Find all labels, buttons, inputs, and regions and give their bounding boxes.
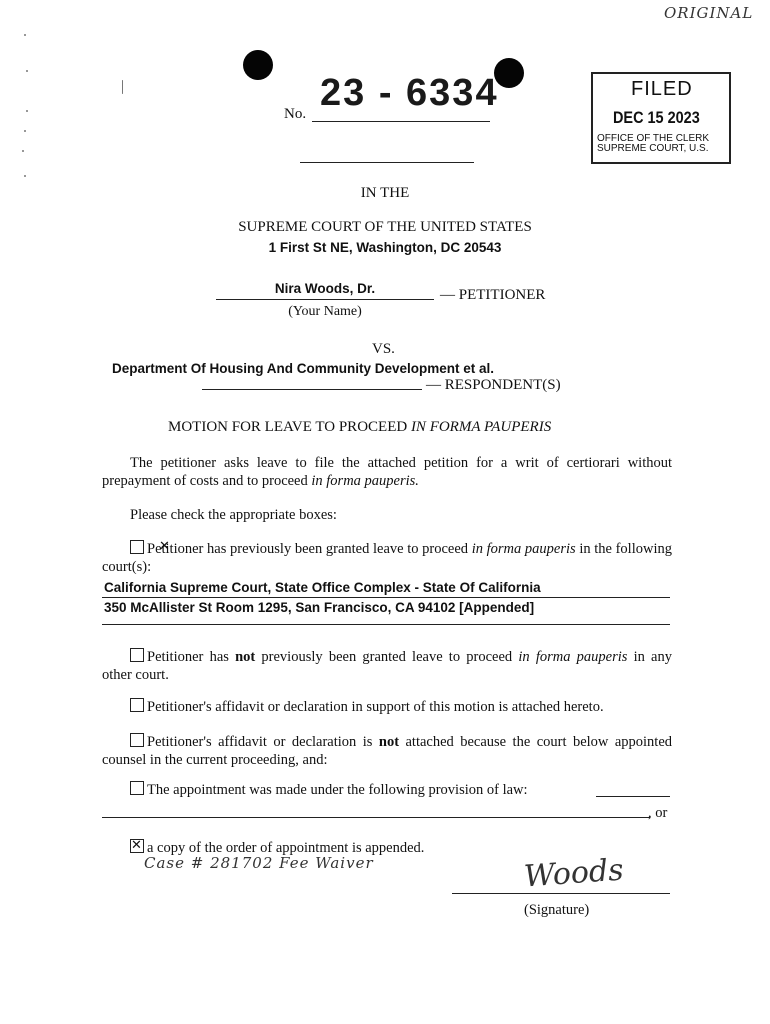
option1-text: Petitioner has previously been granted leave to proceed — [147, 541, 472, 557]
motion-title-text: MOTION FOR LEAVE TO PROCEED — [168, 419, 411, 435]
option5-text: The appointment was made under the following provision of law: — [147, 782, 528, 798]
stamp-date: DEC 15 2023 — [613, 108, 700, 127]
option2-bold: not — [235, 649, 256, 665]
option-appointment-provision — [130, 781, 528, 799]
checkbox-previously-granted[interactable] — [130, 540, 144, 554]
margin-speck — [22, 150, 24, 152]
versus-label: VS. — [372, 341, 395, 357]
option-affidavit-attached — [130, 698, 604, 716]
respondent-label: — RESPONDENT(S) — [426, 377, 561, 393]
court-name: SUPREME COURT OF THE UNITED STATES — [238, 219, 532, 235]
margin-speck — [26, 70, 28, 72]
option2-text-end: in any other court. — [102, 649, 672, 683]
margin-speck — [24, 34, 26, 36]
signature-handwritten: Woods — [522, 852, 625, 895]
option1-italic: in forma pauperis — [471, 541, 576, 557]
option2-text: Petitioner has — [147, 649, 236, 665]
separator-line — [300, 162, 474, 163]
option4-text: Petitioner's affidavit or declaration is — [147, 734, 379, 750]
checkbox-affidavit-not-attached[interactable] — [130, 733, 144, 747]
checkbox-not-previously-granted[interactable] — [130, 648, 144, 662]
case-number-underline — [312, 121, 490, 122]
handwritten-original-note: ORIGINAL — [664, 4, 754, 22]
option1-text-end: in the following court(s): — [102, 541, 672, 575]
court-address: 1 First St NE, Washington, DC 20543 — [268, 240, 502, 255]
prior-court-line1: California Supreme Court, State Office Complex - State Of California — [104, 580, 541, 595]
stamp-office-line2: SUPREME COURT, U.S. — [597, 143, 709, 154]
check-instruction: Please check the appropriate boxes: — [130, 507, 337, 523]
petitioner-name: Nira Woods, Dr. — [274, 281, 376, 296]
motion-paragraph-text: The petitioner asks leave to file the attached petition for a writ of certiorari without prepayment of costs and to proceed — [102, 455, 672, 489]
filed-stamp — [591, 72, 731, 164]
provision-blank-line1 — [596, 796, 670, 797]
margin-speck — [24, 175, 26, 177]
signature-label: (Signature) — [524, 902, 590, 918]
option-previously-granted — [102, 540, 672, 576]
prior-court-line2: 350 McAllister St Room 1295, San Francisco, CA 94102 [Appended] — [104, 600, 535, 615]
case-number-label: No. — [284, 106, 307, 122]
petitioner-underline — [216, 299, 434, 300]
or-label: , or — [648, 805, 668, 821]
respondent-underline — [202, 389, 422, 390]
respondent-name: Department Of Housing And Community Development et al. — [112, 361, 495, 376]
motion-title-italic: IN FORMA PAUPERIS — [410, 419, 552, 435]
margin-speck — [24, 130, 26, 132]
prior-court-underline1 — [102, 597, 670, 598]
checkbox-order-appended[interactable] — [130, 839, 144, 853]
option3-text: Petitioner's affidavit or declaration in support of this motion is attached hereto. — [147, 699, 604, 715]
prior-court-underline2 — [102, 624, 670, 625]
punch-hole-left — [243, 50, 273, 80]
handwritten-case-note: Case # 281702 Fee Waiver — [144, 854, 374, 872]
option6-text: a copy of the order of appointment is appended. — [147, 840, 425, 856]
your-name-hint: (Your Name) — [288, 304, 362, 319]
petitioner-label: — PETITIONER — [440, 287, 546, 303]
checkbox-appointment-provision[interactable] — [130, 781, 144, 795]
margin-speck — [26, 110, 28, 112]
option-affidavit-not-attached — [102, 733, 672, 769]
signature-line — [452, 893, 670, 894]
provision-blank-line2 — [102, 817, 650, 818]
option2-text-mid: previously been granted leave to proceed — [255, 649, 519, 665]
option4-bold: not — [378, 734, 400, 750]
motion-paragraph-italic: in forma pauperis. — [311, 473, 419, 489]
checkbox-affidavit-attached[interactable] — [130, 698, 144, 712]
option2-italic: in forma pauperis — [518, 649, 628, 665]
stamp-filed-text: FILED — [631, 78, 693, 100]
margin-speck — [122, 80, 123, 94]
option4-text-end: attached because the court below appointed counsel in the current proceeding, and: — [102, 734, 672, 768]
option-not-previously-granted — [102, 648, 672, 684]
motion-paragraph — [102, 454, 672, 490]
stamp-office-line1: OFFICE OF THE CLERK — [597, 133, 710, 144]
case-number: 23 - 6334 — [320, 72, 499, 114]
in-the-heading: IN THE — [360, 185, 410, 201]
motion-title — [168, 419, 551, 436]
